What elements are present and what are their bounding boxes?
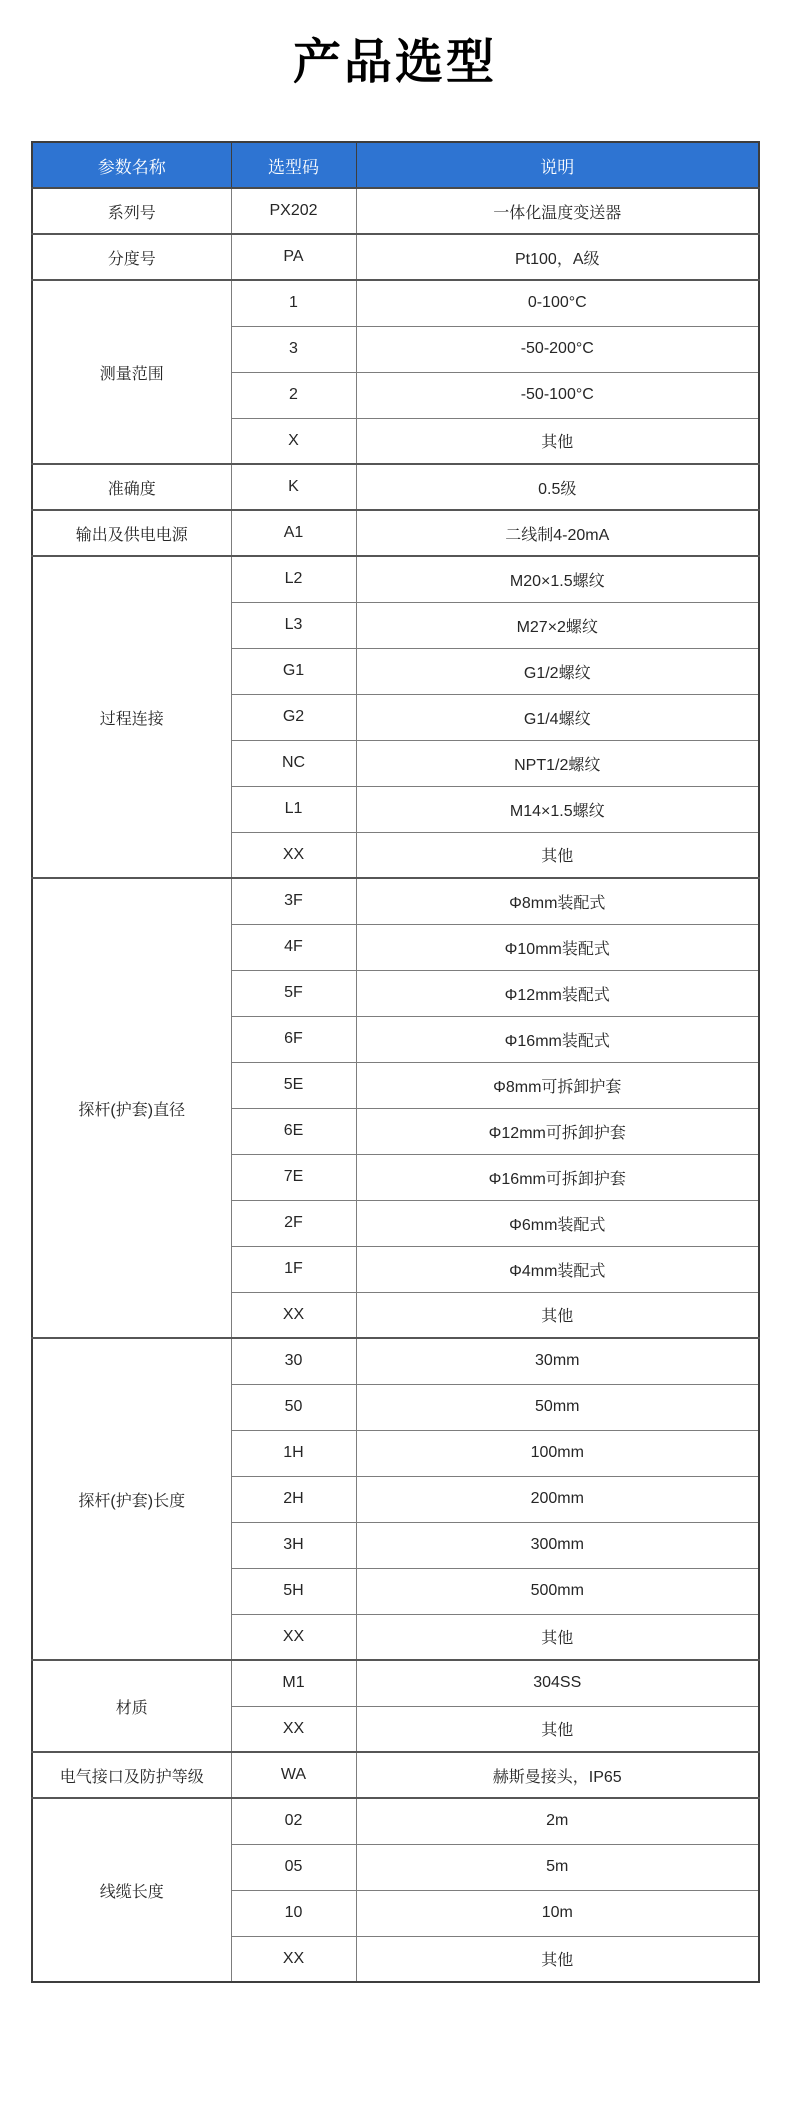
description-cell: 2m [356, 1798, 759, 1844]
description-cell: Φ6mm装配式 [356, 1200, 759, 1246]
description-cell: M14×1.5螺纹 [356, 786, 759, 832]
description-cell: 0-100°C [356, 280, 759, 326]
selection-code-cell: 3 [231, 326, 356, 372]
table-row [32, 510, 759, 556]
selection-code-cell: 3H [231, 1522, 356, 1568]
selection-code-cell: 7E [231, 1154, 356, 1200]
selection-code-cell: 50 [231, 1384, 356, 1430]
description-cell: Φ8mm装配式 [356, 878, 759, 924]
description-cell: Φ12mm装配式 [356, 970, 759, 1016]
selection-code-cell: XX [231, 1292, 356, 1338]
description-cell: 0.5级 [356, 464, 759, 510]
description-cell: 其他 [356, 1292, 759, 1338]
table-row [32, 556, 759, 602]
selection-code-cell: XX [231, 832, 356, 878]
selection-code-cell: 1F [231, 1246, 356, 1292]
description-cell: 304SS [356, 1660, 759, 1706]
table-row [32, 1338, 759, 1384]
param-name-cell: 准确度 [32, 464, 231, 510]
selection-code-cell: L3 [231, 602, 356, 648]
param-name-cell: 过程连接 [32, 556, 231, 878]
table-row [32, 878, 759, 924]
selection-code-cell: 5H [231, 1568, 356, 1614]
table-row [32, 464, 759, 510]
description-cell: G1/4螺纹 [356, 694, 759, 740]
description-cell: Φ10mm装配式 [356, 924, 759, 970]
param-name-cell: 分度号 [32, 234, 231, 280]
selection-code-cell: L1 [231, 786, 356, 832]
selection-code-cell: 5F [231, 970, 356, 1016]
selection-code-cell: 2F [231, 1200, 356, 1246]
selection-code-cell: 6E [231, 1108, 356, 1154]
table-row [32, 1798, 759, 1844]
description-cell: 其他 [356, 1614, 759, 1660]
selection-code-cell: 30 [231, 1338, 356, 1384]
selection-code-cell: PX202 [231, 188, 356, 234]
selection-table-container [31, 141, 759, 1983]
selection-code-cell: 05 [231, 1844, 356, 1890]
description-cell: Φ4mm装配式 [356, 1246, 759, 1292]
selection-code-cell: M1 [231, 1660, 356, 1706]
selection-code-cell: XX [231, 1706, 356, 1752]
param-name-cell: 探杆(护套)长度 [32, 1338, 231, 1660]
header-selection-code: 选型码 [231, 142, 356, 188]
selection-code-cell: 5E [231, 1062, 356, 1108]
description-cell: 10m [356, 1890, 759, 1936]
selection-code-cell: WA [231, 1752, 356, 1798]
description-cell: Pt100，A级 [356, 234, 759, 280]
table-row [32, 188, 759, 234]
page-title: 产品选型 [292, 36, 497, 89]
selection-code-cell: 4F [231, 924, 356, 970]
description-cell: 5m [356, 1844, 759, 1890]
description-cell: 200mm [356, 1476, 759, 1522]
description-cell: Φ8mm可拆卸护套 [356, 1062, 759, 1108]
description-cell: 其他 [356, 418, 759, 464]
description-cell: M20×1.5螺纹 [356, 556, 759, 602]
table-row [32, 234, 759, 280]
description-cell: NPT1/2螺纹 [356, 740, 759, 786]
selection-table-body [32, 188, 759, 1982]
param-name-cell: 电气接口及防护等级 [32, 1752, 231, 1798]
selection-code-cell: A1 [231, 510, 356, 556]
selection-code-cell: K [231, 464, 356, 510]
description-cell: 500mm [356, 1568, 759, 1614]
selection-code-cell: 10 [231, 1890, 356, 1936]
selection-code-cell: 6F [231, 1016, 356, 1062]
description-cell: 其他 [356, 1706, 759, 1752]
description-cell: 50mm [356, 1384, 759, 1430]
selection-code-cell: L2 [231, 556, 356, 602]
description-cell: 300mm [356, 1522, 759, 1568]
param-name-cell: 材质 [32, 1660, 231, 1752]
description-cell: 赫斯曼接头，IP65 [356, 1752, 759, 1798]
description-cell: 其他 [356, 832, 759, 878]
header-description: 说明 [356, 142, 759, 188]
selection-code-cell: X [231, 418, 356, 464]
description-cell: Φ16mm装配式 [356, 1016, 759, 1062]
selection-code-cell: 02 [231, 1798, 356, 1844]
description-cell: 一体化温度变送器 [356, 188, 759, 234]
description-cell: 30mm [356, 1338, 759, 1384]
selection-code-cell: XX [231, 1614, 356, 1660]
selection-table-header [32, 142, 759, 188]
selection-code-cell: XX [231, 1936, 356, 1982]
description-cell: M27×2螺纹 [356, 602, 759, 648]
param-name-cell: 探杆(护套)直径 [32, 878, 231, 1338]
description-cell: 100mm [356, 1430, 759, 1476]
param-name-cell: 线缆长度 [32, 1798, 231, 1982]
description-cell: G1/2螺纹 [356, 648, 759, 694]
description-cell: Φ12mm可拆卸护套 [356, 1108, 759, 1154]
selection-code-cell: G2 [231, 694, 356, 740]
selection-code-cell: 1 [231, 280, 356, 326]
selection-code-cell: 2 [231, 372, 356, 418]
header-row [32, 142, 759, 188]
param-name-cell: 测量范围 [32, 280, 231, 464]
selection-code-cell: 2H [231, 1476, 356, 1522]
selection-code-cell: G1 [231, 648, 356, 694]
selection-code-cell: NC [231, 740, 356, 786]
selection-code-cell: 1H [231, 1430, 356, 1476]
selection-table [31, 141, 760, 1983]
param-name-cell: 系列号 [32, 188, 231, 234]
selection-code-cell: PA [231, 234, 356, 280]
table-row [32, 280, 759, 326]
description-cell: -50-200°C [356, 326, 759, 372]
table-row [32, 1660, 759, 1706]
param-name-cell: 输出及供电电源 [32, 510, 231, 556]
description-cell: -50-100°C [356, 372, 759, 418]
selection-code-cell: 3F [231, 878, 356, 924]
description-cell: 其他 [356, 1936, 759, 1982]
table-row [32, 1752, 759, 1798]
header-param-name: 参数名称 [32, 142, 231, 188]
description-cell: 二线制4-20mA [356, 510, 759, 556]
description-cell: Φ16mm可拆卸护套 [356, 1154, 759, 1200]
